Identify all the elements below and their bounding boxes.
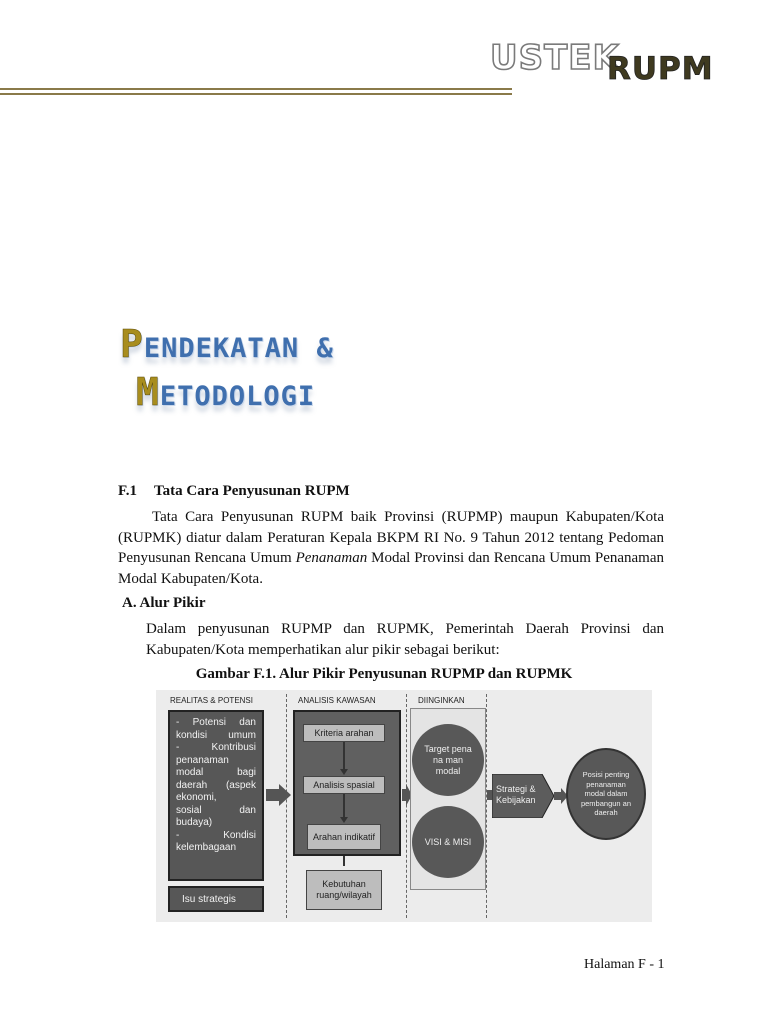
connector-2 bbox=[343, 794, 345, 818]
divider-1 bbox=[286, 694, 287, 918]
arrow-down-icon bbox=[340, 769, 348, 775]
divider-2 bbox=[406, 694, 407, 918]
section-paragraph: Tata Cara Penyusunan RUPM baik Provinsi (RUPMP) maupun Kabupaten/Kota (RUPMK) diatur dalam Peraturan Kepala BKPM RI No. 9 Tahun 2012 tentang Pedoman Penyusunan Rencana Umum Penanaman Modal Provinsi dan Rencana Umum Penanaman Modal Kabupaten/Kota. bbox=[118, 509, 664, 587]
col-header-analisis: ANALISIS KAWASAN bbox=[298, 696, 376, 705]
ustek-rupm-logo bbox=[490, 38, 740, 90]
arahan-indikatif-box: Arahan indikatif bbox=[307, 824, 381, 850]
connector-1 bbox=[343, 742, 345, 770]
header-rule-bottom bbox=[0, 93, 512, 95]
col-header-diinginkan: DIINGINKAN bbox=[418, 696, 465, 705]
analisis-spasial-box: Analisis spasial bbox=[303, 776, 385, 794]
arrow-down-icon bbox=[340, 817, 348, 823]
logo-rupm: RUPM bbox=[607, 51, 714, 87]
section-number: F.1 bbox=[118, 483, 138, 499]
isu-strategis-box: Isu strategis bbox=[168, 886, 264, 912]
subsection-paragraph: Dalam penyusunan RUPMP dan RUPMK, Pemerintah Daerah Provinsi dan Kabupaten/Kota memperhatikan alur pikir sebagai berikut: bbox=[146, 621, 664, 658]
col-header-realitas: REALITAS & POTENSI bbox=[170, 696, 253, 705]
flow-diagram bbox=[156, 690, 652, 922]
header-rule-top bbox=[0, 88, 512, 90]
target-circle: Target pena na man modal bbox=[412, 724, 484, 796]
kriteria-arahan-box: Kriteria arahan bbox=[303, 724, 385, 742]
strategi-label: Strategi & Kebijakan bbox=[496, 784, 536, 805]
divider-3 bbox=[486, 694, 487, 918]
realitas-potensi-box: - Potensi dan kondisi umum - Kontribusi penanaman modal bagi daerah (aspek ekonomi, sosial dan budaya) - Kondisi kelembagaan bbox=[168, 710, 264, 881]
figure-caption: Gambar F.1. Alur Pikir Penyusunan RUPMP dan RUPMK bbox=[195, 666, 573, 682]
connector-3 bbox=[343, 856, 345, 866]
visi-misi-circle: VISI & MISI bbox=[412, 806, 484, 878]
section-heading bbox=[118, 483, 350, 500]
posisi-circle: Posisi penting penanaman modal dalam pembangun an daerah bbox=[566, 748, 646, 840]
section-title: Tata Cara Penyusunan RUPM bbox=[154, 483, 350, 499]
logo-ustek: USTEK bbox=[490, 38, 620, 78]
page-number: Halaman F - 1 bbox=[584, 957, 665, 972]
subsection-heading: A. Alur Pikir bbox=[122, 595, 206, 611]
chapter-title-line1: PENDEKATAN & bbox=[120, 322, 334, 366]
kebutuhan-ruang-box: Kebutuhan ruang/wilayah bbox=[306, 870, 382, 910]
arrow-right-icon bbox=[266, 784, 292, 806]
chapter-title-line2: METODOLOGI bbox=[136, 370, 316, 414]
